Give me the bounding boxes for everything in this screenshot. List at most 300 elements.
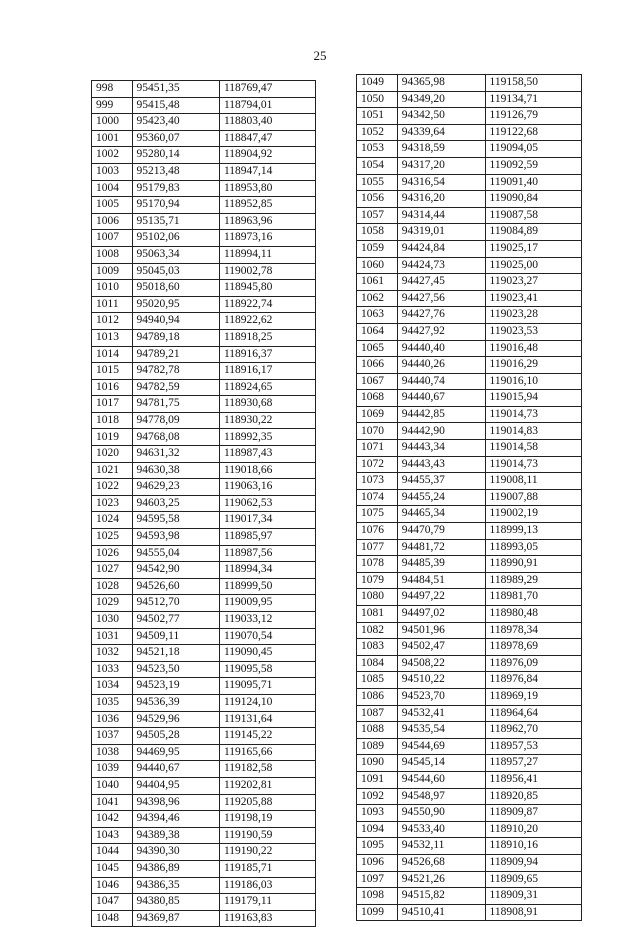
point-number-cell: 1080 [357,589,398,606]
table-row [357,157,582,174]
table-row [92,396,316,413]
y-coordinate-cell: 118952,85 [219,197,315,214]
point-number-cell: 1013 [92,329,133,346]
table-row [92,379,316,396]
x-coordinate-cell: 94316,20 [397,191,485,208]
y-coordinate-cell: 119008,11 [485,473,581,490]
point-number-cell: 1084 [357,655,398,672]
point-number-cell: 1024 [92,512,133,529]
y-coordinate-cell: 119095,71 [219,678,315,695]
y-coordinate-cell: 118963,96 [219,213,315,230]
table-row [357,323,582,340]
x-coordinate-cell: 95020,95 [132,296,219,313]
point-number-cell: 1090 [357,755,398,772]
point-number-cell: 1016 [92,379,133,396]
point-number-cell: 1015 [92,363,133,380]
table-row [92,811,316,828]
y-coordinate-cell: 119023,53 [485,323,581,340]
y-coordinate-cell: 119017,34 [219,512,315,529]
table-row [92,794,316,811]
table-row [92,163,316,180]
point-number-cell: 1082 [357,622,398,639]
point-number-cell: 1089 [357,738,398,755]
table-row [357,440,582,457]
y-coordinate-cell: 118992,35 [219,429,315,446]
x-coordinate-cell: 95213,48 [132,163,219,180]
table-row [357,307,582,324]
point-number-cell: 1087 [357,705,398,722]
x-coordinate-cell: 94523,70 [397,688,485,705]
x-coordinate-cell: 95102,06 [132,230,219,247]
point-number-cell: 1021 [92,462,133,479]
y-coordinate-cell: 118945,80 [219,280,315,297]
y-coordinate-cell: 119023,41 [485,290,581,307]
x-coordinate-cell: 94505,28 [132,728,219,745]
x-coordinate-cell: 94508,22 [397,655,485,672]
x-coordinate-cell: 94782,59 [132,379,219,396]
x-coordinate-cell: 94442,90 [397,423,485,440]
point-number-cell: 1075 [357,506,398,523]
point-number-cell: 1054 [357,157,398,174]
point-number-cell: 1076 [357,523,398,540]
point-number-cell: 1040 [92,777,133,794]
point-number-cell: 1058 [357,224,398,241]
table-row [92,844,316,861]
point-number-cell: 1096 [357,854,398,871]
x-coordinate-cell: 94349,20 [397,91,485,108]
x-coordinate-cell: 95063,34 [132,246,219,263]
x-coordinate-cell: 94629,23 [132,479,219,496]
x-coordinate-cell: 94550,90 [397,805,485,822]
table-row [357,788,582,805]
table-row [92,180,316,197]
table-row [92,728,316,745]
y-coordinate-cell: 119023,28 [485,307,581,324]
y-coordinate-cell: 118973,16 [219,230,315,247]
point-number-cell: 1018 [92,412,133,429]
x-coordinate-cell: 94544,69 [397,738,485,755]
table-row [357,390,582,407]
point-number-cell: 1078 [357,556,398,573]
y-coordinate-cell: 118918,25 [219,329,315,346]
point-number-cell: 1003 [92,163,133,180]
table-row [92,446,316,463]
point-number-cell: 1055 [357,174,398,191]
x-coordinate-cell: 94789,21 [132,346,219,363]
y-coordinate-cell: 119025,17 [485,240,581,257]
y-coordinate-cell: 118962,70 [485,722,581,739]
y-coordinate-cell: 118980,48 [485,606,581,623]
y-coordinate-cell: 118987,43 [219,446,315,463]
point-number-cell: 1056 [357,191,398,208]
point-number-cell: 1062 [357,290,398,307]
y-coordinate-cell: 118989,29 [485,572,581,589]
x-coordinate-cell: 94369,87 [132,910,219,927]
table-row [92,877,316,894]
y-coordinate-cell: 119025,00 [485,257,581,274]
x-coordinate-cell: 94497,02 [397,606,485,623]
table-row [92,130,316,147]
table-row [92,363,316,380]
point-number-cell: 1038 [92,744,133,761]
table-row [92,147,316,164]
table-body-left [92,81,316,927]
x-coordinate-cell: 94782,78 [132,363,219,380]
y-coordinate-cell: 119063,16 [219,479,315,496]
y-coordinate-cell: 119090,84 [485,191,581,208]
y-coordinate-cell: 119014,73 [485,406,581,423]
table-row [357,805,582,822]
table-row [92,263,316,280]
table-row [92,246,316,263]
table-row [357,423,582,440]
x-coordinate-cell: 94440,40 [397,340,485,357]
x-coordinate-cell: 94319,01 [397,224,485,241]
table-row [92,81,316,98]
y-coordinate-cell: 118976,09 [485,655,581,672]
table-row [92,296,316,313]
x-coordinate-cell: 94512,70 [132,595,219,612]
y-coordinate-cell: 118985,97 [219,529,315,546]
y-coordinate-cell: 118930,22 [219,412,315,429]
table-row [357,688,582,705]
table-row [357,606,582,623]
y-coordinate-cell: 118994,34 [219,562,315,579]
table-row [357,672,582,689]
point-number-cell: 1001 [92,130,133,147]
point-number-cell: 1025 [92,529,133,546]
y-coordinate-cell: 119016,29 [485,357,581,374]
x-coordinate-cell: 94521,18 [132,645,219,662]
table-row [357,406,582,423]
table-row [357,191,582,208]
point-number-cell: 1086 [357,688,398,705]
x-coordinate-cell: 95280,14 [132,147,219,164]
x-coordinate-cell: 94314,44 [397,207,485,224]
table-row [92,678,316,695]
table-row [357,705,582,722]
table-row [357,124,582,141]
point-number-cell: 1006 [92,213,133,230]
point-number-cell: 1019 [92,429,133,446]
point-number-cell: 1066 [357,357,398,374]
x-coordinate-cell: 94603,25 [132,495,219,512]
point-number-cell: 1022 [92,479,133,496]
coordinates-table-left [91,80,316,927]
y-coordinate-cell: 118922,74 [219,296,315,313]
y-coordinate-cell: 119018,66 [219,462,315,479]
y-coordinate-cell: 118904,92 [219,147,315,164]
x-coordinate-cell: 95018,60 [132,280,219,297]
x-coordinate-cell: 94510,22 [397,672,485,689]
y-coordinate-cell: 118978,69 [485,639,581,656]
x-coordinate-cell: 94427,45 [397,274,485,291]
table-row [92,280,316,297]
x-coordinate-cell: 94510,41 [397,904,485,921]
point-number-cell: 1004 [92,180,133,197]
table-row [357,240,582,257]
y-coordinate-cell: 119087,58 [485,207,581,224]
point-number-cell: 998 [92,81,133,98]
x-coordinate-cell: 94768,08 [132,429,219,446]
point-number-cell: 1092 [357,788,398,805]
table-row [92,97,316,114]
x-coordinate-cell: 94532,11 [397,838,485,855]
point-number-cell: 1027 [92,562,133,579]
table-row [357,556,582,573]
x-coordinate-cell: 94427,56 [397,290,485,307]
x-coordinate-cell: 94427,76 [397,307,485,324]
point-number-cell: 1097 [357,871,398,888]
point-number-cell: 1083 [357,639,398,656]
table-row [357,473,582,490]
x-coordinate-cell: 94778,09 [132,412,219,429]
table-row [357,589,582,606]
y-coordinate-cell: 119163,83 [219,910,315,927]
point-number-cell: 1023 [92,495,133,512]
page-number: 25 [313,48,327,63]
x-coordinate-cell: 94440,74 [397,373,485,390]
y-coordinate-cell: 119014,83 [485,423,581,440]
point-number-cell: 1059 [357,240,398,257]
x-coordinate-cell: 94502,77 [132,612,219,629]
table-row [357,91,582,108]
x-coordinate-cell: 94318,59 [397,141,485,158]
y-coordinate-cell: 119094,05 [485,141,581,158]
x-coordinate-cell: 94481,72 [397,539,485,556]
y-coordinate-cell: 118987,56 [219,545,315,562]
y-coordinate-cell: 119134,71 [485,91,581,108]
y-coordinate-cell: 119095,58 [219,661,315,678]
table-row [92,197,316,214]
y-coordinate-cell: 119009,95 [219,595,315,612]
x-coordinate-cell: 94532,41 [397,705,485,722]
x-coordinate-cell: 94339,64 [397,124,485,141]
y-coordinate-cell: 119198,19 [219,811,315,828]
x-coordinate-cell: 95179,83 [132,180,219,197]
y-coordinate-cell: 119090,45 [219,645,315,662]
x-coordinate-cell: 94545,14 [397,755,485,772]
point-number-cell: 1042 [92,811,133,828]
y-coordinate-cell: 119126,79 [485,108,581,125]
y-coordinate-cell: 119190,22 [219,844,315,861]
x-coordinate-cell: 94442,85 [397,406,485,423]
y-coordinate-cell: 119122,68 [485,124,581,141]
table-body-right [357,75,582,921]
point-number-cell: 1053 [357,141,398,158]
table-row [357,75,582,92]
x-coordinate-cell: 94595,58 [132,512,219,529]
x-coordinate-cell: 94555,04 [132,545,219,562]
y-coordinate-cell: 118953,80 [219,180,315,197]
x-coordinate-cell: 94509,11 [132,628,219,645]
point-number-cell: 1051 [357,108,398,125]
y-coordinate-cell: 118910,16 [485,838,581,855]
point-number-cell: 1046 [92,877,133,894]
x-coordinate-cell: 94386,89 [132,860,219,877]
point-number-cell: 1067 [357,373,398,390]
x-coordinate-cell: 94394,46 [132,811,219,828]
table-row [92,645,316,662]
table-row [357,639,582,656]
x-coordinate-cell: 95170,94 [132,197,219,214]
point-number-cell: 999 [92,97,133,114]
y-coordinate-cell: 118969,19 [485,688,581,705]
x-coordinate-cell: 94404,95 [132,777,219,794]
x-coordinate-cell: 94386,35 [132,877,219,894]
table-row [357,871,582,888]
y-coordinate-cell: 119190,59 [219,827,315,844]
y-coordinate-cell: 119062,53 [219,495,315,512]
point-number-cell: 1088 [357,722,398,739]
x-coordinate-cell: 94535,54 [397,722,485,739]
x-coordinate-cell: 95451,35 [132,81,219,98]
point-number-cell: 1000 [92,114,133,131]
y-coordinate-cell: 119202,81 [219,777,315,794]
table-row [92,545,316,562]
table-row [92,744,316,761]
point-number-cell: 1007 [92,230,133,247]
x-coordinate-cell: 94440,26 [397,357,485,374]
x-coordinate-cell: 94465,34 [397,506,485,523]
point-number-cell: 1017 [92,396,133,413]
x-coordinate-cell: 94455,37 [397,473,485,490]
x-coordinate-cell: 94548,97 [397,788,485,805]
table-row [92,711,316,728]
x-coordinate-cell: 94317,20 [397,157,485,174]
point-number-cell: 1050 [357,91,398,108]
table-row [357,904,582,921]
y-coordinate-cell: 119185,71 [219,860,315,877]
point-number-cell: 1065 [357,340,398,357]
point-number-cell: 1068 [357,390,398,407]
table-row [357,257,582,274]
y-coordinate-cell: 119165,66 [219,744,315,761]
y-coordinate-cell: 118976,84 [485,672,581,689]
y-coordinate-cell: 118909,94 [485,854,581,871]
y-coordinate-cell: 118803,40 [219,114,315,131]
point-number-cell: 1061 [357,274,398,291]
y-coordinate-cell: 118922,62 [219,313,315,330]
point-number-cell: 1035 [92,694,133,711]
y-coordinate-cell: 119179,11 [219,894,315,911]
y-coordinate-cell: 118930,68 [219,396,315,413]
x-coordinate-cell: 94485,39 [397,556,485,573]
y-coordinate-cell: 119070,54 [219,628,315,645]
x-coordinate-cell: 94526,68 [397,854,485,871]
y-coordinate-cell: 118794,01 [219,97,315,114]
table-row [357,572,582,589]
point-number-cell: 1011 [92,296,133,313]
table-row [357,838,582,855]
x-coordinate-cell: 94523,19 [132,678,219,695]
table-row [92,329,316,346]
y-coordinate-cell: 118999,13 [485,523,581,540]
point-number-cell: 1049 [357,75,398,92]
point-number-cell: 1064 [357,323,398,340]
point-number-cell: 1069 [357,406,398,423]
table-row [92,910,316,927]
y-coordinate-cell: 118916,37 [219,346,315,363]
y-coordinate-cell: 118956,41 [485,771,581,788]
table-row [92,529,316,546]
table-row [357,722,582,739]
point-number-cell: 1094 [357,821,398,838]
y-coordinate-cell: 119007,88 [485,489,581,506]
x-coordinate-cell: 94484,51 [397,572,485,589]
table-row [92,694,316,711]
x-coordinate-cell: 94440,67 [132,761,219,778]
y-coordinate-cell: 118993,05 [485,539,581,556]
table-row [357,290,582,307]
point-number-cell: 1063 [357,307,398,324]
point-number-cell: 1045 [92,860,133,877]
table-row [357,755,582,772]
y-coordinate-cell: 118964,64 [485,705,581,722]
point-number-cell: 1041 [92,794,133,811]
y-coordinate-cell: 118947,14 [219,163,315,180]
x-coordinate-cell: 94630,38 [132,462,219,479]
x-coordinate-cell: 94521,26 [397,871,485,888]
y-coordinate-cell: 119033,12 [219,612,315,629]
table-row [92,860,316,877]
x-coordinate-cell: 94427,92 [397,323,485,340]
y-coordinate-cell: 119124,10 [219,694,315,711]
y-coordinate-cell: 119023,27 [485,274,581,291]
table-row [92,313,316,330]
y-coordinate-cell: 118910,20 [485,821,581,838]
y-coordinate-cell: 118916,17 [219,363,315,380]
x-coordinate-cell: 94501,96 [397,622,485,639]
x-coordinate-cell: 94390,30 [132,844,219,861]
y-coordinate-cell: 118769,47 [219,81,315,98]
x-coordinate-cell: 95135,71 [132,213,219,230]
table-row [92,562,316,579]
point-number-cell: 1030 [92,612,133,629]
point-number-cell: 1081 [357,606,398,623]
point-number-cell: 1012 [92,313,133,330]
y-coordinate-cell: 118990,91 [485,556,581,573]
y-coordinate-cell: 119002,19 [485,506,581,523]
y-coordinate-cell: 119015,94 [485,390,581,407]
table-row [357,456,582,473]
y-coordinate-cell: 119084,89 [485,224,581,241]
point-number-cell: 1074 [357,489,398,506]
point-number-cell: 1044 [92,844,133,861]
table-row [92,595,316,612]
y-coordinate-cell: 118978,34 [485,622,581,639]
point-number-cell: 1073 [357,473,398,490]
y-coordinate-cell: 118909,31 [485,888,581,905]
x-coordinate-cell: 94502,47 [397,639,485,656]
table-row [92,479,316,496]
table-row [357,274,582,291]
y-coordinate-cell: 118999,50 [219,578,315,595]
table-row [357,489,582,506]
point-number-cell: 1026 [92,545,133,562]
x-coordinate-cell: 94424,84 [397,240,485,257]
table-row [92,661,316,678]
y-coordinate-cell: 118957,27 [485,755,581,772]
x-coordinate-cell: 94443,34 [397,440,485,457]
point-number-cell: 1057 [357,207,398,224]
table-row [357,357,582,374]
x-coordinate-cell: 94533,40 [397,821,485,838]
table-row [357,108,582,125]
y-coordinate-cell: 118908,91 [485,904,581,921]
x-coordinate-cell: 94544,60 [397,771,485,788]
point-number-cell: 1098 [357,888,398,905]
